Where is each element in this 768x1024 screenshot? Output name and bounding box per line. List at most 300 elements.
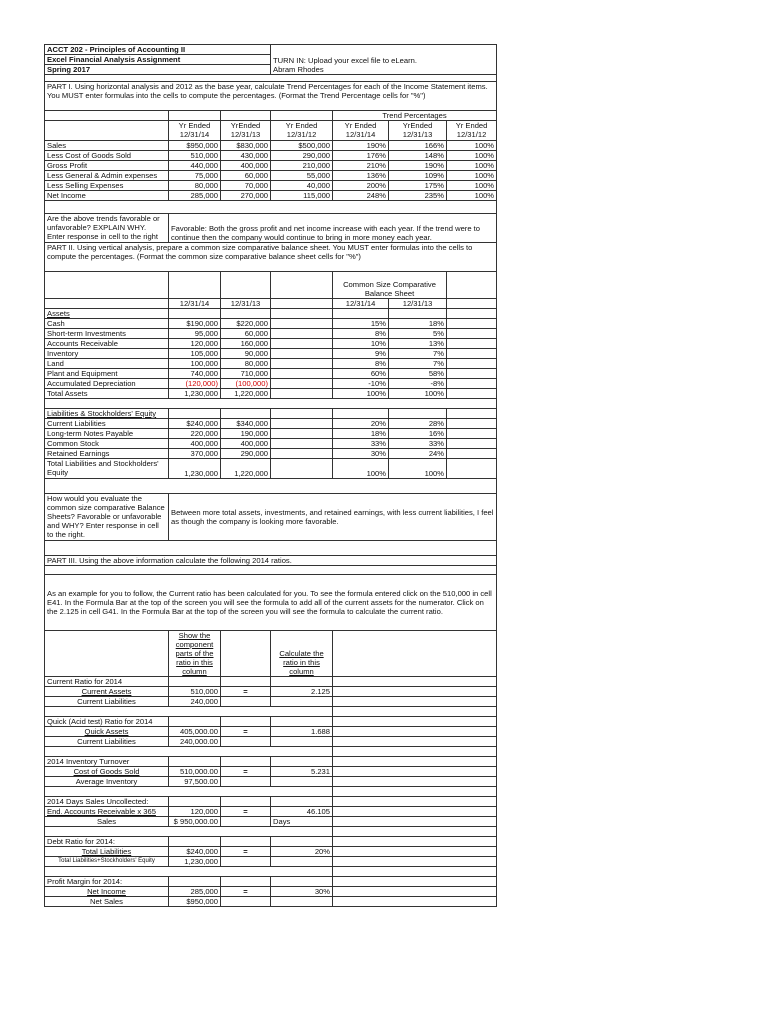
pct-cell[interactable]: 18% [333, 429, 389, 439]
cell[interactable] [333, 747, 497, 757]
cell[interactable] [221, 777, 271, 787]
cell[interactable] [447, 309, 497, 319]
spacer-row[interactable] [45, 787, 333, 797]
pct-cell[interactable]: 16% [389, 429, 447, 439]
value-cell[interactable]: 1,220,000 [221, 389, 271, 399]
ratio-title[interactable]: Current Ratio for 2014 [45, 677, 169, 687]
trend-cell[interactable]: 148% [389, 151, 447, 161]
cell[interactable] [221, 797, 271, 807]
table-row [45, 359, 497, 369]
pct-cell[interactable]: 58% [389, 369, 447, 379]
cell[interactable] [333, 837, 497, 847]
cell[interactable] [271, 299, 333, 309]
spacer-row[interactable] [45, 747, 333, 757]
pct-cell[interactable]: 33% [333, 439, 389, 449]
cell[interactable] [447, 272, 497, 299]
term[interactable]: Spring 2017 [45, 65, 271, 75]
cell[interactable] [389, 309, 447, 319]
cell[interactable] [271, 369, 333, 379]
pct-cell[interactable]: 100% [389, 459, 447, 479]
value-cell[interactable]: 55,000 [271, 171, 333, 181]
pct-cell[interactable]: 9% [333, 349, 389, 359]
part3-example[interactable]: As an example for you to follow, the Current ratio has been calculated for you. To see the formula entered click on the 510,000 in cell E41. In the Formula Bar at the top of the screen you will see the formula to add all of the current assets for the numerator. Click on the 2.125 in cell G41. In the Formula Bar at the top of the screen you will see the formula to calculate the current ratio. [45, 575, 497, 631]
value-cell[interactable]: $500,000 [271, 141, 333, 151]
cell[interactable] [447, 299, 497, 309]
trend-cell[interactable]: 190% [389, 161, 447, 171]
spacer-row[interactable] [45, 707, 333, 717]
cell[interactable] [447, 419, 497, 429]
row-label[interactable]: Long-term Notes Payable [45, 429, 169, 439]
ratio-numerator-label[interactable]: Net Income [45, 887, 169, 897]
ratio-denominator[interactable]: $ 950,000.00 [169, 817, 221, 827]
value-cell[interactable]: $220,000 [221, 319, 271, 329]
cell[interactable] [333, 717, 497, 727]
cell[interactable] [333, 767, 497, 777]
cell[interactable] [271, 329, 333, 339]
value-cell[interactable]: $830,000 [221, 141, 271, 151]
cell[interactable] [333, 727, 497, 737]
cell[interactable] [221, 697, 271, 707]
cell[interactable] [333, 697, 497, 707]
value-cell[interactable]: 60,000 [221, 329, 271, 339]
common-size-header[interactable]: Common Size Comparative Balance Sheet [333, 272, 447, 299]
ratio-unit[interactable] [271, 897, 333, 907]
trend-header[interactable]: Trend Percentages [333, 111, 497, 121]
cell[interactable] [271, 757, 333, 767]
table-row [45, 429, 497, 439]
pct-cell[interactable]: 7% [389, 359, 447, 369]
ratio-numerator-label[interactable]: Quick Assets [45, 727, 169, 737]
value-cell[interactable]: 270,000 [221, 191, 271, 201]
value-cell[interactable]: 75,000 [169, 171, 221, 181]
ratio-result[interactable]: 1.688 [271, 727, 333, 737]
ratio-numerator[interactable]: 285,000 [169, 887, 221, 897]
cell[interactable] [447, 459, 497, 479]
pct-cell[interactable]: 18% [389, 319, 447, 329]
cell[interactable] [45, 111, 169, 121]
row-label[interactable]: Total Assets [45, 389, 169, 399]
cell[interactable] [221, 757, 271, 767]
cell[interactable] [45, 121, 169, 141]
cell[interactable] [271, 439, 333, 449]
cell[interactable] [221, 817, 271, 827]
ratio-numerator-label[interactable]: Current Assets [45, 687, 169, 697]
trend-cell[interactable]: 166% [389, 141, 447, 151]
pct-cell[interactable]: 100% [333, 459, 389, 479]
part1-question[interactable]: Are the above trends favorable or unfavorable? EXPLAIN WHY. Enter response in cell to the right [45, 214, 169, 243]
cell[interactable] [271, 797, 333, 807]
value-cell[interactable]: 290,000 [221, 449, 271, 459]
trend-cell[interactable]: 176% [333, 151, 389, 161]
col-header[interactable]: 12/31/13 [389, 299, 447, 309]
ratio-numerator[interactable]: 510,000 [169, 687, 221, 697]
pct-cell[interactable]: 33% [389, 439, 447, 449]
ratio-unit[interactable] [271, 857, 333, 867]
cell[interactable] [271, 429, 333, 439]
ratio-numerator[interactable]: 510,000.00 [169, 767, 221, 777]
ratio-denominator-label[interactable]: Current Liabilities [45, 737, 169, 747]
spacer-row[interactable] [45, 479, 497, 494]
value-cell[interactable]: 100,000 [169, 359, 221, 369]
cell[interactable] [333, 687, 497, 697]
cell[interactable] [447, 439, 497, 449]
row-label[interactable]: Inventory [45, 349, 169, 359]
trend-cell[interactable]: 190% [333, 141, 389, 151]
cell[interactable] [333, 677, 497, 687]
table-row [45, 191, 497, 201]
row-label[interactable]: Cash [45, 319, 169, 329]
ratio-result[interactable]: 46.105 [271, 807, 333, 817]
value-cell[interactable]: 120,000 [169, 339, 221, 349]
trend-cell[interactable]: 100% [447, 181, 497, 191]
cell[interactable] [333, 631, 497, 677]
cell[interactable] [221, 272, 271, 299]
cell[interactable] [333, 887, 497, 897]
ratio-numerator-label[interactable]: Total Liabilities [45, 847, 169, 857]
row-label[interactable]: Less General & Admin expenses [45, 171, 169, 181]
cell[interactable] [333, 787, 497, 797]
value-cell[interactable]: 95,000 [169, 329, 221, 339]
trend-cell[interactable]: 109% [389, 171, 447, 181]
part1-instructions[interactable]: PART I. Using horizontal analysis and 2012 as the base year, calculate Trend Percentages for each of the Income Statement items. You MUST enter formulas into the cells to compute the percentages. (Format the Trend Percentage cells for "%") [45, 82, 497, 111]
cell[interactable] [271, 409, 333, 419]
cell[interactable] [447, 409, 497, 419]
value-cell[interactable]: 40,000 [271, 181, 333, 191]
cell[interactable] [271, 111, 333, 121]
col-header[interactable]: Yr Ended 12/31/12 [271, 121, 333, 141]
pct-cell[interactable]: 10% [333, 339, 389, 349]
cell[interactable] [221, 857, 271, 867]
value-cell[interactable]: 1,230,000 [169, 389, 221, 399]
value-cell[interactable]: $340,000 [221, 419, 271, 429]
part2-answer[interactable]: Between more total assets, investments, and retained earnings, with less current liabilities, I feel as though the company is looking more favorable. [169, 494, 497, 541]
cell[interactable] [169, 309, 221, 319]
value-cell[interactable]: 370,000 [169, 449, 221, 459]
calc-col-header[interactable]: Calculate the ratio in this column [271, 631, 333, 677]
cell[interactable] [169, 797, 221, 807]
pct-cell[interactable]: 15% [333, 319, 389, 329]
table-row [45, 141, 497, 151]
row-label[interactable]: Common Stock [45, 439, 169, 449]
row-label[interactable]: Short-term Investments [45, 329, 169, 339]
value-cell[interactable]: 60,000 [221, 171, 271, 181]
cell[interactable] [271, 837, 333, 847]
ratio-denominator-label[interactable]: Total Liabilities+Stockholders' Equity [45, 857, 169, 867]
cell[interactable] [333, 827, 497, 837]
value-cell[interactable]: 430,000 [221, 151, 271, 161]
cell[interactable] [271, 419, 333, 429]
ratio-result[interactable]: 2.125 [271, 687, 333, 697]
trend-cell[interactable]: 100% [447, 141, 497, 151]
col-header[interactable]: 12/31/14 [333, 299, 389, 309]
cell[interactable] [447, 379, 497, 389]
ratio-denominator-label[interactable]: Average Inventory [45, 777, 169, 787]
value-cell[interactable]: 220,000 [169, 429, 221, 439]
cell[interactable] [221, 409, 271, 419]
value-cell[interactable]: 510,000 [169, 151, 221, 161]
pct-cell[interactable]: 100% [333, 389, 389, 399]
ratio-denominator[interactable]: 240,000.00 [169, 737, 221, 747]
row-label[interactable]: Less Cost of Goods Sold [45, 151, 169, 161]
col-header[interactable]: Yr Ended 12/31/12 [447, 121, 497, 141]
part1-answer[interactable]: Favorable: Both the gross profit and net income increase with each year. If the trend were to continue then the company would continue to bring in more money each year. [169, 214, 497, 243]
cell[interactable] [333, 409, 389, 419]
table-row [45, 439, 497, 449]
row-label[interactable]: Accounts Receivable [45, 339, 169, 349]
cell[interactable] [447, 349, 497, 359]
spacer-row[interactable] [45, 541, 497, 556]
pct-cell[interactable]: 5% [389, 329, 447, 339]
cell[interactable] [333, 817, 497, 827]
trend-cell[interactable]: 100% [447, 161, 497, 171]
cell[interactable] [169, 717, 221, 727]
table-row [45, 369, 497, 379]
ratio-unit[interactable] [271, 737, 333, 747]
cell[interactable] [221, 717, 271, 727]
ratio-denominator-label[interactable]: Current Liabilities [45, 697, 169, 707]
trend-cell[interactable]: 136% [333, 171, 389, 181]
ratio-denominator-label[interactable]: Net Sales [45, 897, 169, 907]
spacer-row[interactable] [45, 201, 497, 214]
cell[interactable] [271, 309, 333, 319]
cell[interactable] [389, 409, 447, 419]
cell[interactable] [447, 389, 497, 399]
cell[interactable] [271, 319, 333, 329]
value-cell[interactable]: 210,000 [271, 161, 333, 171]
cell[interactable] [271, 459, 333, 479]
value-cell[interactable]: 285,000 [169, 191, 221, 201]
value-cell[interactable]: 400,000 [221, 161, 271, 171]
ratio-numerator-label[interactable]: End. Accounts Receivable x 365 [45, 807, 169, 817]
assignment-title[interactable]: Excel Financial Analysis Assignment [45, 55, 271, 65]
ratio-unit[interactable] [271, 777, 333, 787]
value-cell[interactable]: 190,000 [221, 429, 271, 439]
col-header[interactable]: YrEnded 12/31/13 [389, 121, 447, 141]
value-cell[interactable]: 90,000 [221, 349, 271, 359]
value-cell[interactable]: 710,000 [221, 369, 271, 379]
trend-cell[interactable]: 235% [389, 191, 447, 201]
cell[interactable] [271, 339, 333, 349]
value-cell[interactable]: 400,000 [221, 439, 271, 449]
turn-in-text: TURN IN: Upload your excel file to eLearn. [273, 56, 417, 65]
cell[interactable] [169, 757, 221, 767]
ratio-numerator[interactable]: 405,000.00 [169, 727, 221, 737]
trend-cell[interactable]: 100% [447, 151, 497, 161]
value-cell[interactable]: 80,000 [221, 359, 271, 369]
cell[interactable] [333, 777, 497, 787]
pct-cell[interactable]: 8% [333, 359, 389, 369]
cell[interactable] [169, 409, 221, 419]
cell[interactable] [447, 359, 497, 369]
ratio-numerator[interactable]: 120,000 [169, 807, 221, 817]
cell[interactable] [169, 111, 221, 121]
table-row [45, 319, 497, 329]
cell[interactable] [169, 837, 221, 847]
ratio-title[interactable]: Profit Margin for 2014: [45, 877, 169, 887]
ratio-title[interactable]: Debt Ratio for 2014: [45, 837, 169, 847]
trend-cell[interactable]: 248% [333, 191, 389, 201]
value-cell[interactable]: 80,000 [169, 181, 221, 191]
part2-question[interactable]: How would you evaluate the common size comparative Balance Sheets? Favorable or unfavorable and WHY? Enter response in cell to the right. [45, 494, 169, 541]
part2-instructions[interactable]: PART II. Using vertical analysis, prepare a common size comparative balance sheet. You MUST enter formulas into the cells to compute the percentages. (Format the common size comparative balance sheet cells for "%") [45, 243, 497, 272]
cell[interactable] [333, 807, 497, 817]
value-cell[interactable]: 740,000 [169, 369, 221, 379]
cell[interactable] [169, 272, 221, 299]
value-cell[interactable]: 440,000 [169, 161, 221, 171]
row-label[interactable]: Total Liabilities and Stockholders' Equity [45, 459, 169, 479]
turn-in-block[interactable] [271, 45, 497, 75]
row-label[interactable]: Less Selling Expenses [45, 181, 169, 191]
value-cell[interactable]: $950,000 [169, 141, 221, 151]
ratio-denominator[interactable]: 97,500.00 [169, 777, 221, 787]
cell[interactable] [45, 299, 169, 309]
ratio-result[interactable]: 5.231 [271, 767, 333, 777]
spacer-row[interactable] [45, 566, 497, 575]
cell[interactable] [169, 677, 221, 687]
cell[interactable] [271, 272, 333, 299]
value-cell[interactable]: $240,000 [169, 419, 221, 429]
cell[interactable] [271, 389, 333, 399]
cell[interactable] [447, 429, 497, 439]
trend-cell[interactable]: 175% [389, 181, 447, 191]
row-label[interactable]: Net Income [45, 191, 169, 201]
cell[interactable] [333, 797, 497, 807]
trend-cell[interactable]: 100% [447, 171, 497, 181]
value-cell[interactable]: (120,000) [169, 379, 221, 389]
row-label[interactable]: Current Liabilities [45, 419, 169, 429]
cell[interactable] [333, 897, 497, 907]
cell[interactable] [333, 309, 389, 319]
cell[interactable] [333, 707, 497, 717]
col-header[interactable]: 12/31/14 [169, 299, 221, 309]
pct-cell[interactable]: 20% [333, 419, 389, 429]
components-col-header[interactable]: Show the component parts of the ratio in this column [169, 631, 221, 677]
cell[interactable] [271, 717, 333, 727]
trend-cell[interactable]: 210% [333, 161, 389, 171]
spacer-row[interactable] [45, 75, 497, 82]
cell[interactable] [333, 737, 497, 747]
ratio-numerator-label[interactable]: Cost of Goods Sold [45, 767, 169, 777]
cell[interactable] [333, 867, 497, 877]
cell[interactable] [271, 349, 333, 359]
row-label[interactable]: Retained Earnings [45, 449, 169, 459]
ratio-unit[interactable] [271, 697, 333, 707]
value-cell[interactable]: 160,000 [221, 339, 271, 349]
cell[interactable] [221, 737, 271, 747]
pct-cell[interactable]: 13% [389, 339, 447, 349]
cell[interactable] [221, 877, 271, 887]
value-cell[interactable]: 70,000 [221, 181, 271, 191]
pct-cell[interactable]: 30% [333, 449, 389, 459]
ratio-title[interactable]: Quick (Acid test) Ratio for 2014 [45, 717, 169, 727]
table-row [45, 181, 497, 191]
liabilities-header[interactable]: Liabilities & Stockholders' Equity [45, 409, 169, 419]
cell[interactable] [447, 369, 497, 379]
spacer-row[interactable] [45, 867, 333, 877]
cell[interactable] [221, 677, 271, 687]
course-title[interactable]: ACCT 202 - Principles of Accounting II [45, 45, 271, 55]
assets-header[interactable]: Assets [45, 309, 169, 319]
cell[interactable] [447, 329, 497, 339]
cell[interactable] [333, 847, 497, 857]
ratio-numerator[interactable]: $240,000 [169, 847, 221, 857]
ratio-denominator[interactable]: 1,230,000 [169, 857, 221, 867]
cell[interactable] [447, 449, 497, 459]
pct-cell[interactable]: -10% [333, 379, 389, 389]
cell[interactable] [221, 111, 271, 121]
cell[interactable] [45, 631, 169, 677]
pct-cell[interactable]: -8% [389, 379, 447, 389]
trend-cell[interactable]: 100% [447, 191, 497, 201]
cell[interactable] [221, 897, 271, 907]
cell[interactable] [45, 272, 169, 299]
row-label[interactable]: Land [45, 359, 169, 369]
value-cell[interactable]: (100,000) [221, 379, 271, 389]
table-row [45, 171, 497, 181]
pct-cell[interactable]: 24% [389, 449, 447, 459]
pct-cell[interactable]: 28% [389, 419, 447, 429]
trend-cell[interactable]: 200% [333, 181, 389, 191]
ratio-unit[interactable]: Days [271, 817, 333, 827]
col-header[interactable]: YrEnded 12/31/13 [221, 121, 271, 141]
cell[interactable] [333, 857, 497, 867]
cell[interactable] [169, 877, 221, 887]
value-cell[interactable]: 1,220,000 [221, 459, 271, 479]
value-cell[interactable]: 400,000 [169, 439, 221, 449]
ratio-denominator-label[interactable]: Sales [45, 817, 169, 827]
value-cell[interactable]: 290,000 [271, 151, 333, 161]
ratio-result[interactable]: 30% [271, 887, 333, 897]
col-header[interactable]: Yr Ended 12/31/14 [169, 121, 221, 141]
row-label[interactable]: Plant and Equipment [45, 369, 169, 379]
cell[interactable] [333, 757, 497, 767]
col-header[interactable]: 12/31/13 [221, 299, 271, 309]
ratio-denominator[interactable]: 240,000 [169, 697, 221, 707]
value-cell[interactable]: 115,000 [271, 191, 333, 201]
cell[interactable] [221, 631, 271, 677]
ratio-denominator[interactable]: $950,000 [169, 897, 221, 907]
pct-cell[interactable]: 7% [389, 349, 447, 359]
part3-instructions[interactable]: PART III. Using the above information calculate the following 2014 ratios. [45, 556, 497, 566]
value-cell[interactable]: 1,230,000 [169, 459, 221, 479]
cell[interactable] [333, 877, 497, 887]
cell[interactable] [447, 339, 497, 349]
equals-sign: = [221, 727, 271, 737]
row-label[interactable]: Accumulated Depreciation [45, 379, 169, 389]
pct-cell[interactable]: 60% [333, 369, 389, 379]
spacer-row[interactable] [45, 399, 497, 409]
cell[interactable] [447, 319, 497, 329]
value-cell[interactable]: $190,000 [169, 319, 221, 329]
value-cell[interactable]: 105,000 [169, 349, 221, 359]
cell[interactable] [271, 877, 333, 887]
ratio-result[interactable]: 20% [271, 847, 333, 857]
cell[interactable] [271, 359, 333, 369]
cell[interactable] [221, 837, 271, 847]
ratio-title[interactable]: 2014 Days Sales Uncollected: [45, 797, 169, 807]
cell[interactable] [221, 309, 271, 319]
row-label[interactable]: Sales [45, 141, 169, 151]
pct-cell[interactable]: 8% [333, 329, 389, 339]
ratio-title[interactable]: 2014 Inventory Turnover [45, 757, 169, 767]
cell[interactable] [271, 449, 333, 459]
col-header[interactable]: Yr Ended 12/31/14 [333, 121, 389, 141]
row-label[interactable]: Gross Profit [45, 161, 169, 171]
cell[interactable] [271, 379, 333, 389]
spacer-row[interactable] [45, 827, 333, 837]
cell[interactable] [271, 677, 333, 687]
pct-cell[interactable]: 100% [389, 389, 447, 399]
